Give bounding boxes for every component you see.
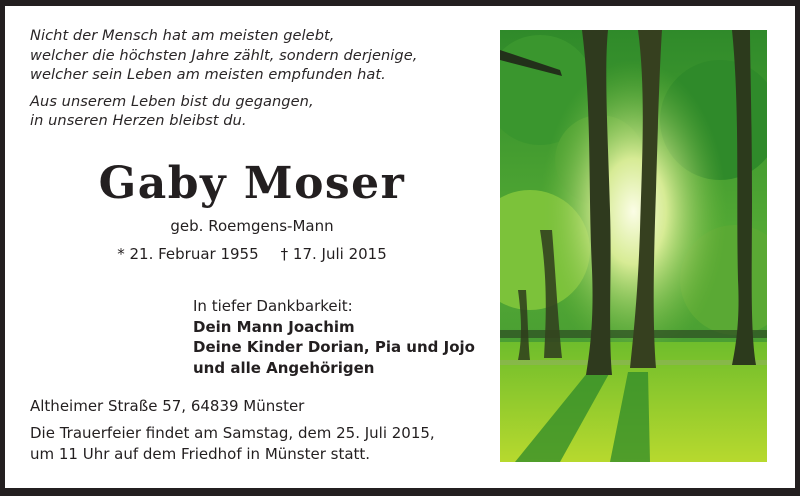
obituary-card [5, 6, 795, 488]
death-date: † 17. Juli 2015 [280, 245, 387, 263]
birth-date: * 21. Februar 1955 [117, 245, 259, 263]
mourner-line: und alle Angehörigen [193, 358, 375, 377]
tree-photo [500, 30, 767, 462]
ceremony-line: um 11 Uhr auf dem Friedhof in Münster statt. [30, 444, 371, 463]
quote-line: Nicht der Mensch hat am meisten gelebt, [30, 27, 335, 44]
park-trees-image [500, 30, 767, 462]
quote-line: Aus unserem Leben bist du gegangen, [30, 92, 314, 110]
memorial-quote [30, 26, 417, 138]
life-dates [5, 244, 499, 264]
mourners-block [193, 296, 475, 378]
quote-line: welcher die höchsten Jahre zählt, sondern derjenige, [30, 46, 418, 64]
mourner-line: Dein Mann Joachim [193, 317, 355, 336]
ceremony-line: Die Trauerfeier findet am Samstag, dem 25. Juli 2015, [30, 424, 435, 442]
quote-stanza-1 [30, 26, 417, 85]
quote-stanza-2 [30, 92, 417, 131]
quote-line: welcher sein Leben am meisten empfunden hat. [30, 66, 386, 83]
deceased-name: Gaby Moser [98, 158, 406, 209]
ceremony-info [30, 423, 435, 464]
maiden-name: geb. Roemgens-Mann [170, 217, 334, 235]
quote-line: in unseren Herzen bleibst du. [30, 112, 247, 129]
mourner-line: Deine Kinder Dorian, Pia und Jojo [193, 338, 475, 356]
mourners-intro: In tiefer Dankbarkeit: [193, 297, 353, 315]
family-address: Altheimer Straße 57, 64839 Münster [30, 397, 305, 415]
